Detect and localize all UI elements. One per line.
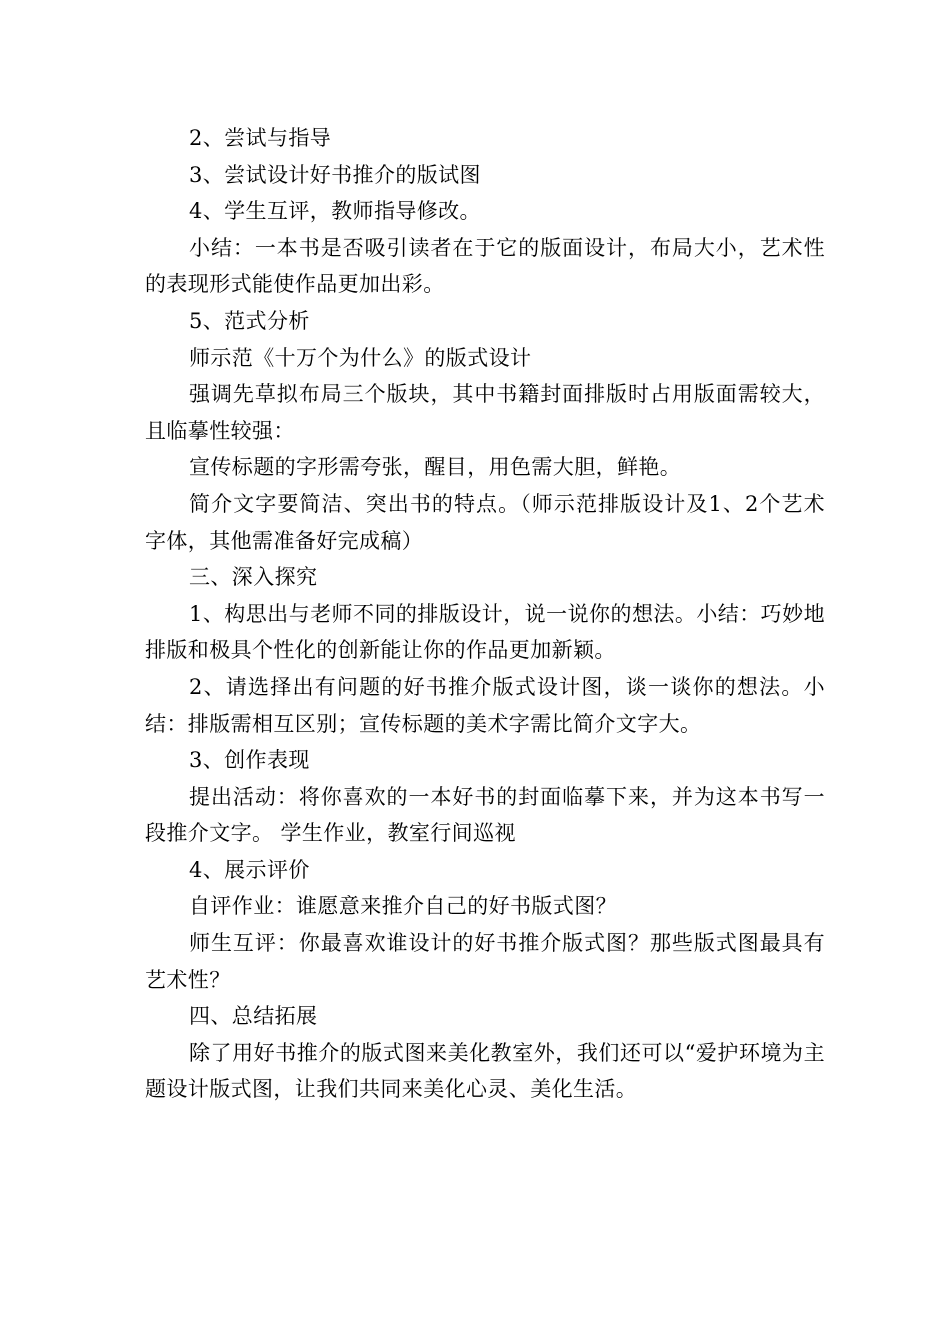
- paragraph-demo: 师示范《十万个为什么》的版式设计: [189, 345, 532, 370]
- paragraph-layout-emphasis: 强调先草拟布局三个版块，其中书籍封面排版时占用版面需较大，且临摹性较强：: [145, 382, 825, 443]
- paragraph-self-review: 自评作业：谁愿意来推介自己的好书版式图？: [189, 894, 617, 919]
- paragraph-create: 3、创作表现: [189, 748, 310, 773]
- paragraph-activity: 提出活动：将你喜欢的一本好书的封面临摹下来，并为这本书写一段推介文字。 学生作业，教室行间巡视: [145, 784, 825, 846]
- paragraph-explore-2: 2、请选择出有问题的好书推介版式设计图，谈一谈你的想法。小结：排版需相互区别；宣传标题的美术字需比简介文字大。: [145, 674, 825, 736]
- document-body: [145, 120, 825, 1108]
- paragraph-step-3: 3、尝试设计好书推介的版试图: [189, 162, 481, 187]
- paragraph-step-2: 2、尝试与指导: [189, 126, 332, 150]
- section-heading-4: 四、总结拓展: [189, 1004, 318, 1029]
- paragraph-intro-text: 简介文字要简洁、突出书的特点。（师示范排版设计及1、2个艺术字体，其他需准备好完成稿）: [145, 491, 825, 553]
- paragraph-title-style: 宣传标题的字形需夸张，醒目，用色需大胆，鲜艳。: [189, 455, 682, 480]
- paragraph-peer-review: 师生互评：你最喜欢谁设计的好书推介版式图？那些版式图最具有艺术性？: [145, 931, 825, 992]
- paragraph-extension: 除了用好书推介的版式图来美化教室外，我们还可以“爱护环境为主题设计版式图，让我们共同来美化心灵、美化生活。: [145, 1040, 825, 1102]
- section-heading-3: 三、深入探究: [189, 565, 318, 590]
- paragraph-step-5: 5、范式分析: [189, 308, 310, 333]
- paragraph-summary-1: 小结：一本书是否吸引读者在于它的版面设计，布局大小，艺术性的表现形式能使作品更加出彩。: [145, 235, 825, 297]
- paragraph-display: 4、展示评价: [189, 857, 310, 882]
- paragraph-step-4: 4、学生互评，教师指导修改。: [189, 199, 481, 224]
- paragraph-explore-1: 1、构思出与老师不同的排版设计，说一说你的想法。小结：巧妙地排版和极具个性化的创新能让你的作品更加新颖。: [145, 601, 825, 663]
